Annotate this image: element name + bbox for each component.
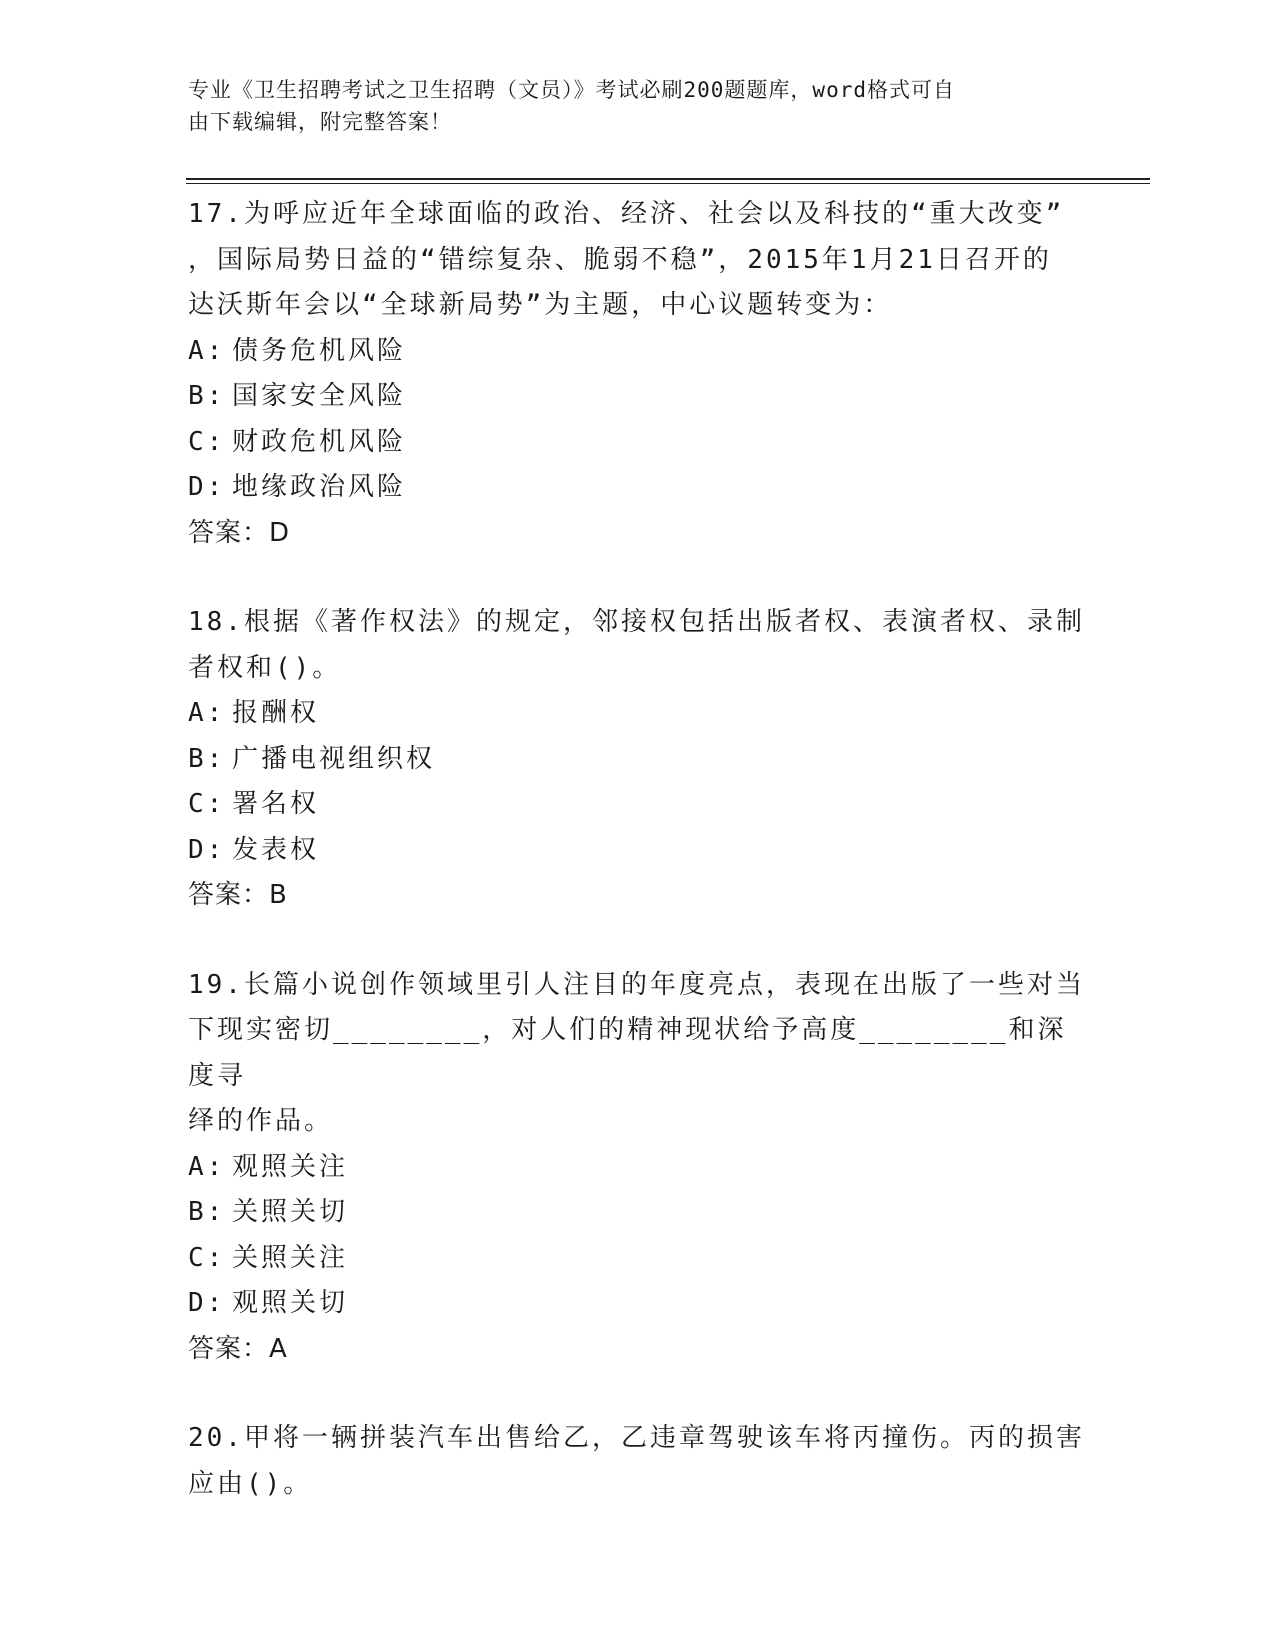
option-text: 关照关切 xyxy=(232,1197,349,1227)
option-c xyxy=(188,782,1088,828)
option-d xyxy=(188,1281,1088,1327)
option-key: A: xyxy=(188,698,226,728)
option-text: 观照关注 xyxy=(232,1151,349,1182)
option-text: 广播电视组织权 xyxy=(232,743,436,774)
question-text-line: 下现实密切________，对人们的精神现状给予高度________和深度寻 xyxy=(188,1015,1067,1091)
question-text-line: 绎的作品。 xyxy=(188,1106,334,1136)
question-text-line: 20.甲将一辆拼装汽车出售给乙，乙违章驾驶该车将丙撞伤。丙的损害 xyxy=(188,1423,1085,1453)
option-text: 地缘政治风险 xyxy=(232,472,407,502)
header-line-2: 由下载编辑，附完整答案！ xyxy=(188,110,452,134)
question-text-line: 19.长篇小说创作领域里引人注目的年度亮点，表现在出版了一些对当 xyxy=(188,969,1085,1000)
question-text-line: 17.为呼应近年全球面临的政治、经济、社会以及科技的“重大改变” xyxy=(188,199,1065,229)
option-key: C: xyxy=(188,1242,226,1273)
option-key: B: xyxy=(188,743,226,774)
header-divider-thick xyxy=(186,178,1150,180)
option-text: 观照关切 xyxy=(232,1288,349,1318)
option-d xyxy=(188,828,1088,874)
option-a xyxy=(188,329,1088,375)
option-text: 关照关注 xyxy=(232,1242,349,1273)
option-key: C: xyxy=(188,789,226,819)
question-20 xyxy=(188,1416,1088,1507)
option-key: B: xyxy=(188,1197,226,1227)
option-text: 债务危机风险 xyxy=(232,335,407,366)
option-key: C: xyxy=(188,426,226,457)
question-17 xyxy=(188,192,1088,556)
question-list xyxy=(188,192,1088,1551)
option-a xyxy=(188,691,1088,737)
question-19 xyxy=(188,963,1088,1373)
option-b xyxy=(188,1190,1088,1236)
option-text: 财政危机风险 xyxy=(232,426,407,457)
option-a xyxy=(188,1145,1088,1191)
header-line-1: 专业《卫生招聘考试之卫生招聘（文员）》考试必刷200题题库，word格式可自 xyxy=(188,78,955,102)
option-text: 国家安全风险 xyxy=(232,381,407,411)
option-text: 署名权 xyxy=(232,789,320,819)
option-key: D: xyxy=(188,472,226,502)
option-key: A: xyxy=(188,1151,226,1182)
question-text-line: 应由()。 xyxy=(188,1468,313,1499)
question-text-line: 者权和()。 xyxy=(188,652,342,683)
question-text-line: 达沃斯年会以“全球新局势”为主题，中心议题转变为： xyxy=(188,290,893,320)
option-key: A: xyxy=(188,335,226,366)
option-b xyxy=(188,374,1088,420)
question-text-line: 18.根据《著作权法》的规定，邻接权包括出版者权、表演者权、录制 xyxy=(188,607,1085,637)
answer-line: 答案：D xyxy=(188,517,291,548)
option-text: 报酬权 xyxy=(232,698,320,728)
option-key: B: xyxy=(188,381,226,411)
option-d xyxy=(188,465,1088,511)
option-c xyxy=(188,1236,1088,1282)
header-divider-thin xyxy=(186,183,1150,184)
option-key: D: xyxy=(188,834,226,865)
question-text-line: ，国际局势日益的“错综复杂、脆弱不稳”，2015年1月21日召开的 xyxy=(188,244,1052,275)
document-header xyxy=(188,74,1068,138)
option-text: 发表权 xyxy=(232,834,320,865)
option-b xyxy=(188,737,1088,783)
question-18 xyxy=(188,600,1088,919)
answer-line: 答案：B xyxy=(188,880,288,910)
option-c xyxy=(188,420,1088,466)
answer-line: 答案：A xyxy=(188,1333,288,1364)
option-key: D: xyxy=(188,1288,226,1318)
